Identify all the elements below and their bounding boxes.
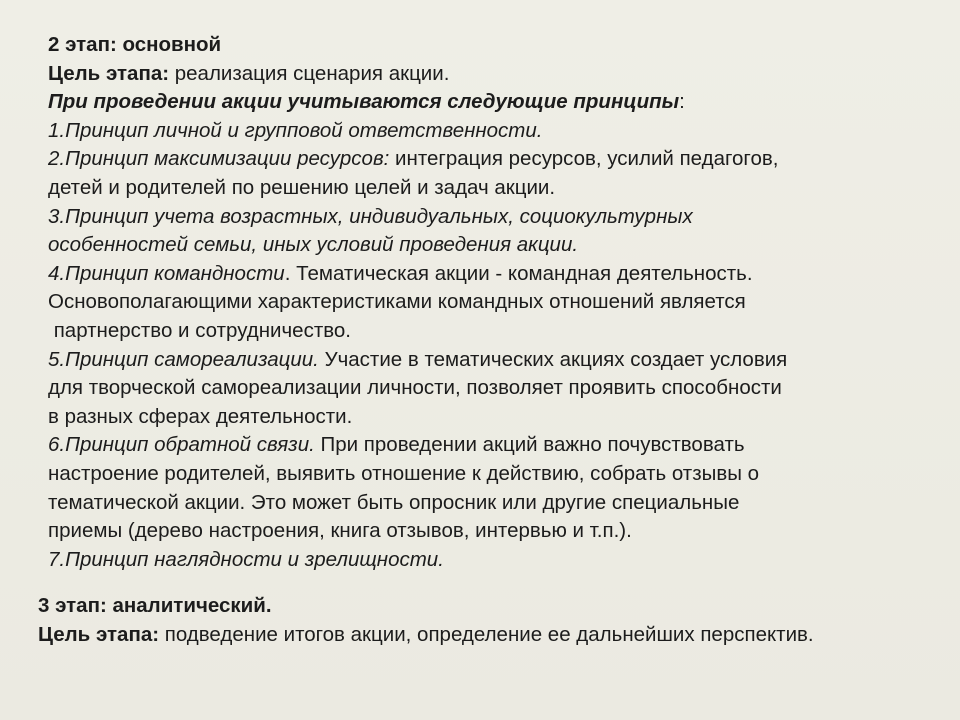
principle-6 xyxy=(48,431,787,460)
principle-6-continuation-1: настроение родителей, выявить отношение к действию, собрать отзывы о xyxy=(48,461,760,485)
principle-3-line-2: особенностей семьи, иных условий проведения акции. xyxy=(48,233,579,257)
principle-5-continuation-2: в разных сферах деятельности. xyxy=(48,404,353,428)
principle-3-line-1: 3.Принцип учета возрастных, индивидуальных, социокультурных xyxy=(48,204,693,228)
stage-2-goal xyxy=(48,60,787,89)
principle-2-continuation: детей и родителей по решению целей и задач акции. xyxy=(48,175,556,199)
principle-6-text: При проведении акций важно почувствовать xyxy=(314,433,745,457)
principle-2 xyxy=(48,145,787,174)
principle-4 xyxy=(48,260,787,289)
principle-4-continuation-1: Основополагающими характеристиками командных отношений является xyxy=(48,290,746,314)
principles-intro-text: При проведении акции учитываются следующие принципы xyxy=(48,90,680,114)
stage-2-section xyxy=(48,31,787,574)
principle-2-text: интеграция ресурсов, усилий педагогов, xyxy=(389,147,779,171)
principle-6-title: 6.Принцип обратной связи. xyxy=(48,433,315,457)
principle-6-continuation-2: тематической акции. Это может быть опросник или другие специальные xyxy=(48,490,740,514)
principle-5-title: 5.Принцип самореализации. xyxy=(48,347,319,371)
stage-3-title: 3 этап: аналитический. xyxy=(38,594,272,617)
principle-6-continuation-3: приемы (дерево настроения, книга отзывов, интервью и т.п.). xyxy=(48,519,632,543)
principle-4-title: 4.Принцип командности xyxy=(48,261,285,285)
principle-2-title: 2.Принцип максимизации ресурсов: xyxy=(48,147,390,171)
principle-5 xyxy=(48,346,787,375)
stage-2-title: 2 этап: основной xyxy=(48,33,222,56)
stage-3-goal xyxy=(38,621,814,650)
goal-label: Цель этапа: xyxy=(48,61,170,85)
principles-intro xyxy=(48,88,787,117)
stage-3-goal-label: Цель этапа: xyxy=(38,622,160,646)
stage-3-section xyxy=(38,592,814,649)
principle-5-continuation-1: для творческой самореализации личности, позволяет проявить способности xyxy=(48,376,782,400)
principle-4-text: . Тематическая акции - командная деятельность. xyxy=(284,261,753,285)
principle-4-continuation-2: партнерство и сотрудничество. xyxy=(48,318,351,342)
principle-1: 1.Принцип личной и групповой ответственности. xyxy=(48,118,543,142)
goal-text: реализация сценария акции. xyxy=(169,61,450,85)
stage-3-goal-text: подведение итогов акции, определение ее дальнейших перспектив. xyxy=(159,622,814,646)
principle-5-text: Участие в тематических акциях создает условия xyxy=(318,347,788,371)
principles-intro-colon: : xyxy=(679,90,685,114)
principle-7: 7.Принцип наглядности и зрелищности. xyxy=(48,547,444,571)
